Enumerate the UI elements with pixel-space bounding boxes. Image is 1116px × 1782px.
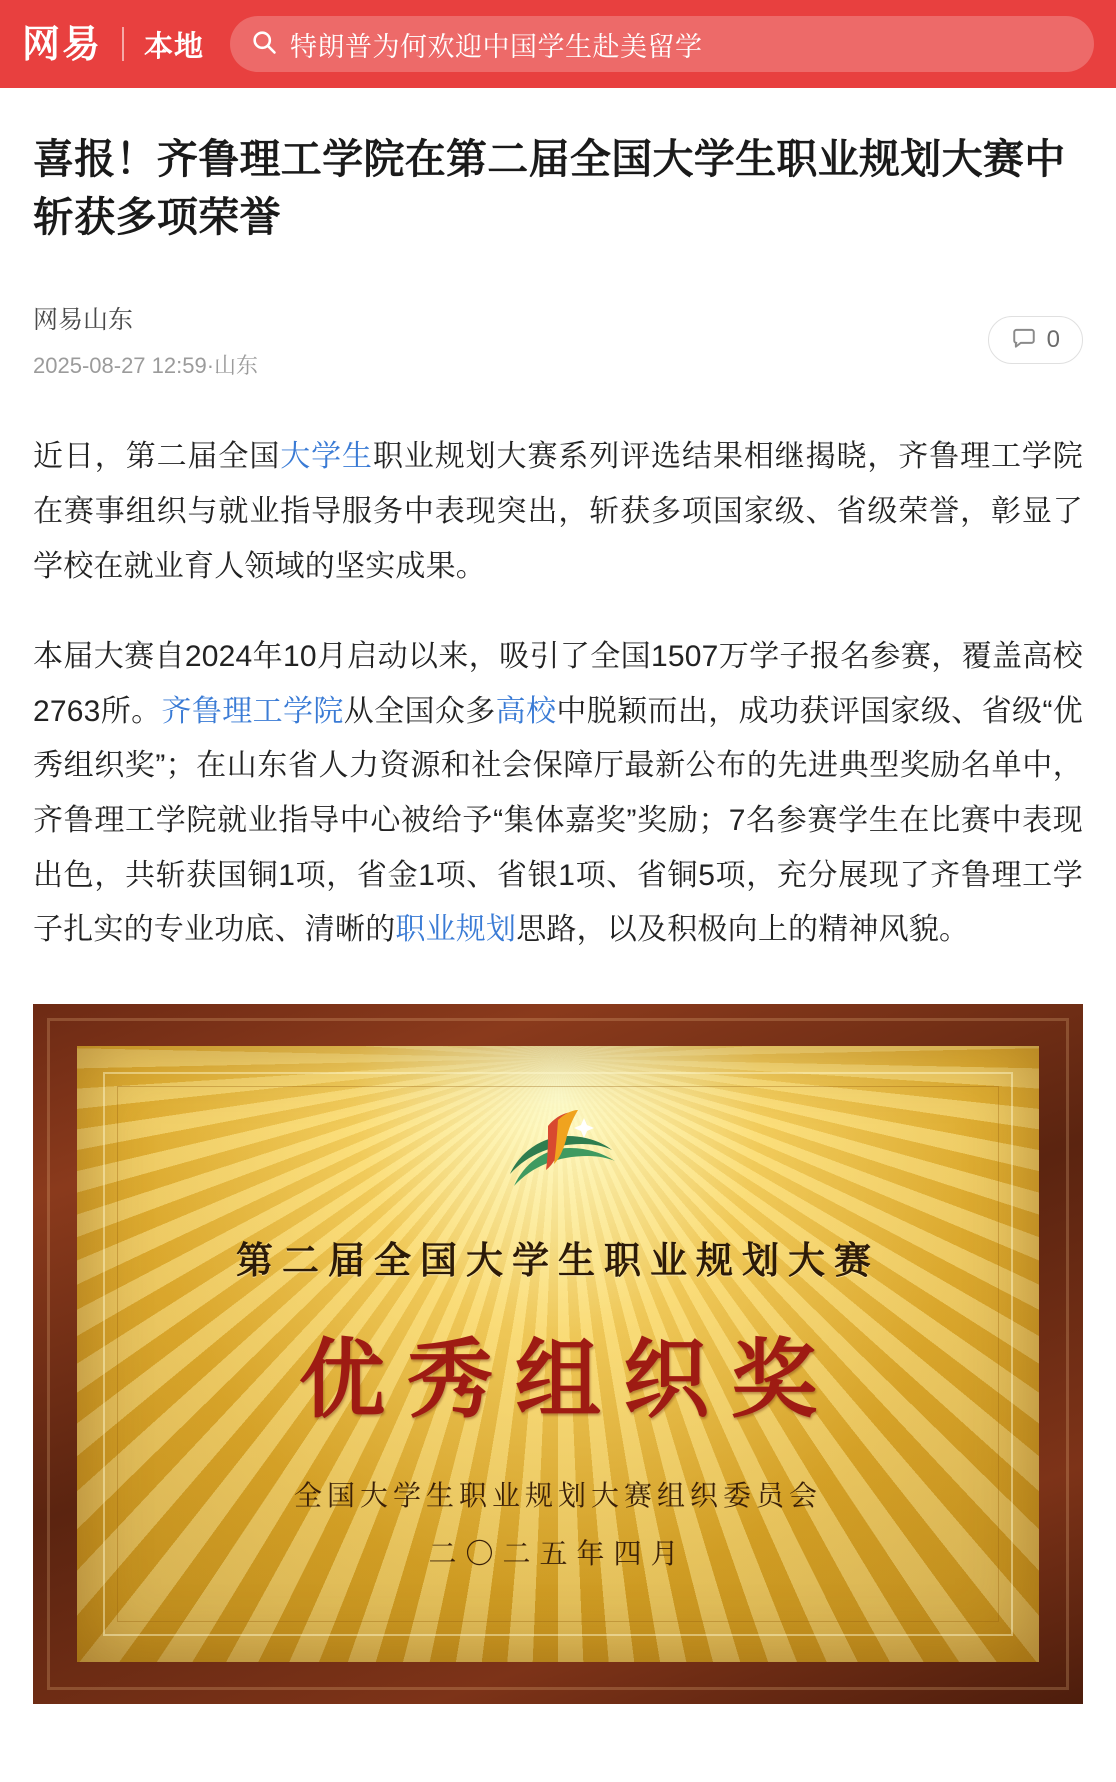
- paragraph-1-text-part-1: 近日，第二届全国: [33, 440, 281, 474]
- paragraph-2-text-part-2: 从全国众多: [343, 694, 496, 728]
- comment-button[interactable]: [988, 316, 1083, 364]
- article-container: [0, 130, 1116, 1704]
- paragraph-2-link-3[interactable]: 职业规划: [395, 913, 517, 947]
- local-channel-label[interactable]: 本地: [144, 30, 205, 63]
- article-meta-row: [33, 300, 1083, 380]
- netease-logo[interactable]: 网易: [22, 22, 103, 66]
- award-plaque-photo: [33, 1004, 1083, 1704]
- competition-emblem-icon: [498, 1108, 618, 1200]
- paragraph-2-text-part-4: 思路，以及积极向上的精神风貌。: [516, 913, 970, 947]
- paragraph-2-text-part-3: 中脱颖而出，成功获评国家级、省级“优秀组织奖”；在山东省人力资源和社会保障厅最新公布的先进典型奖励名单中，齐鲁理工学院就业指导中心被给予“集体嘉奖”奖励；7名参赛学生在比赛中表现出色，共斩获国铜1项，省金1项、省银1项、省铜5项，充分展现了齐鲁理工学子扎实的专业功底、清晰的: [33, 694, 1084, 947]
- article-source[interactable]: 网易山东: [33, 306, 134, 335]
- plaque-gold-panel: [77, 1046, 1039, 1662]
- search-input-text[interactable]: 特朗普为何欢迎中国学生赴美留学: [290, 31, 703, 62]
- plaque-date-text: 二〇二五年四月: [428, 1536, 688, 1570]
- article-paragraph-2: [33, 630, 1083, 958]
- plaque-award-text: 优秀组织奖: [299, 1328, 839, 1430]
- search-icon: [250, 28, 278, 61]
- paragraph-2-link-2[interactable]: 高校: [495, 694, 557, 728]
- page-title: 喜报！齐鲁理工学院在第二届全国大学生职业规划大赛中斩获多项荣誉: [33, 136, 1066, 241]
- logo-divider: [122, 27, 124, 61]
- article-publish-time: 2025-08-27 12:59·山东: [33, 353, 259, 379]
- article-meta-left: [33, 300, 258, 380]
- top-navigation-bar: [0, 0, 1116, 88]
- comment-count: 0: [1046, 326, 1060, 354]
- search-bar[interactable]: [230, 16, 1094, 72]
- paragraph-1-link-1[interactable]: 大学生: [280, 440, 373, 474]
- paragraph-2-text-part-1: 本届大赛自2024年10月启动以来，吸引了全国1507万学子报名参赛，覆盖高校2763所。: [33, 640, 1083, 728]
- paragraph-1-text-part-2: 职业规划大赛系列评选结果相继揭晓，齐鲁理工学院在赛事组织与就业指导服务中表现突出，斩获多项国家级、省级荣誉，彰显了学校在就业育人领域的坚实成果。: [33, 440, 1083, 583]
- plaque-organization-text: 全国大学生职业规划大赛组织委员会: [293, 1478, 822, 1512]
- plaque-title-text: 第二届全国大学生职业规划大赛: [236, 1237, 880, 1282]
- paragraph-2-link-1[interactable]: 齐鲁理工学院: [161, 694, 344, 728]
- article-paragraph-1: [33, 430, 1083, 594]
- plaque-wooden-frame: [33, 1004, 1083, 1704]
- comment-bubble-icon: [1011, 325, 1037, 356]
